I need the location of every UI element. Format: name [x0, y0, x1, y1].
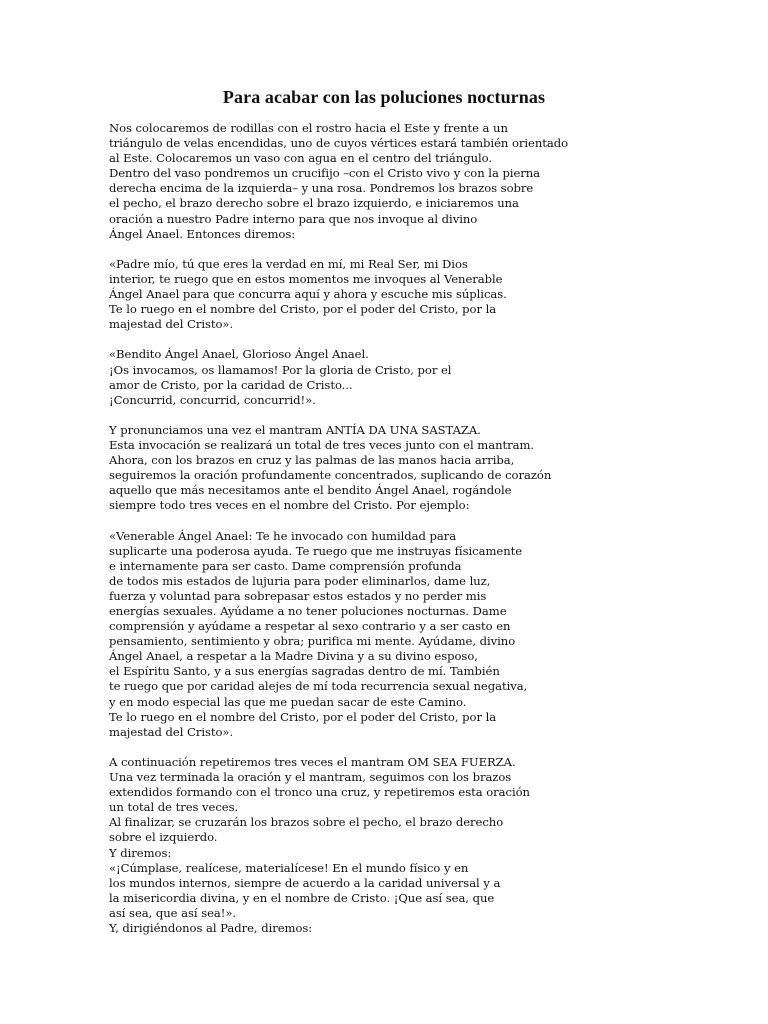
text-line: el pecho, el brazo derecho sobre el brazo izquierdo, e iniciaremos una [109, 196, 519, 211]
paragraph [109, 423, 669, 514]
text-line: Te lo ruego en el nombre del Cristo, por el poder del Cristo, por la [109, 709, 497, 724]
text-line: amor de Cristo, por la caridad de Cristo... [109, 377, 353, 392]
text-line: triángulo de velas encendidas, uno de cuyos vértices estará también orientado [109, 136, 569, 151]
text-line: interior, te ruego que en estos momentos me invoques al Venerable [109, 271, 503, 286]
text-line: Y diremos: [109, 845, 172, 860]
text-line: Y, dirigiéndonos al Padre, diremos: [109, 920, 313, 935]
text-line: Te lo ruego en el nombre del Cristo, por el poder del Cristo, por la [109, 302, 497, 317]
text-line: «Venerable Ángel Anael: Te he invocado con humildad para [109, 528, 457, 543]
text-line: «Padre mío, tú que eres la verdad en mí, mi Real Ser, mi Dios [109, 256, 468, 271]
text-line: sobre el izquierdo. [109, 830, 218, 845]
text-line: te ruego que por caridad alejes de mí toda recurrencia sexual negativa, [109, 679, 528, 694]
text-line: Nos colocaremos de rodillas con el rostro hacia el Este y frente a un [109, 121, 508, 135]
paragraph [109, 257, 669, 332]
text-line: un total de tres veces. [109, 800, 239, 815]
text-line: Ángel Anael. Entonces diremos: [109, 226, 296, 241]
text-line: Ángel Anael para que concurra aquí y ahora y escuche mis súplicas. [109, 287, 507, 302]
text-line: pensamiento, sentimiento y obra; purifica mi mente. Ayúdame, divino [109, 634, 516, 649]
text-line: el Espíritu Santo, y a sus energías sagradas dentro de mí. También [109, 664, 500, 679]
text-line: Dentro del vaso pondremos un crucifijo –con el Cristo vivo y con la pierna [109, 166, 541, 181]
text-line: Al finalizar, se cruzarán los brazos sobre el pecho, el brazo derecho [109, 815, 504, 830]
text-line: Una vez terminada la oración y el mantram, seguimos con los brazos [109, 770, 512, 785]
text-line: Y pronunciamos una vez el mantram ANTÍA DA UNA SASTAZA. [109, 422, 481, 437]
text-line: fuerza y voluntad para sobrepasar estos estados y no perder mis [109, 588, 487, 603]
document-title: Para acabar con las poluciones nocturnas [222, 87, 546, 107]
text-line: Esta invocación se realizará un total de tres veces junto con el mantram. [109, 437, 535, 452]
text-line: extendidos formando con el tronco una cruz, y repetiremos esta oración [109, 785, 530, 800]
paragraph [109, 755, 669, 936]
text-line: oración a nuestro Padre interno para que nos invoque al divino [109, 211, 478, 226]
text-line: majestad del Cristo». [109, 317, 234, 332]
text-line: la misericordia divina, y en el nombre de Cristo. ¡Que así sea, que [109, 890, 495, 905]
text-line: comprensión y ayúdame a respetar al sexo contrario y a ser casto en [109, 619, 511, 634]
text-line: aquello que más necesitamos ante el bendito Ángel Anael, rogándole [109, 483, 512, 498]
document-body [109, 121, 669, 936]
text-line: Ahora, con los brazos en cruz y las palmas de las manos hacia arriba, [109, 453, 515, 468]
text-line: «¡Cúmplase, realícese, materialícese! En el mundo físico y en [109, 860, 469, 875]
text-line: siempre todo tres veces en el nombre del Cristo. Por ejemplo: [109, 498, 470, 513]
paragraph [109, 529, 669, 740]
text-line: los mundos internos, siempre de acuerdo a la caridad universal y a [109, 875, 501, 890]
text-line: ¡Os invocamos, os llamamos! Por la gloria de Cristo, por el [109, 362, 452, 377]
paragraph [109, 121, 669, 242]
text-line: e internamente para ser casto. Dame comprensión profunda [109, 558, 462, 573]
text-line: y en modo especial las que me puedan sacar de este Camino. [109, 694, 467, 709]
text-line: Ángel Anael, a respetar a la Madre Divina y a su divino esposo, [109, 649, 478, 664]
text-line: A continuación repetiremos tres veces el mantram OM SEA FUERZA. [109, 754, 516, 769]
text-line: majestad del Cristo». [109, 724, 234, 739]
text-line: así sea, que así sea!». [109, 905, 237, 920]
text-line: de todos mis estados de lujuria para poder eliminarlos, dame luz, [109, 573, 491, 588]
text-line: seguiremos la oración profundamente concentrados, suplicando de corazón [109, 468, 552, 483]
text-line: energías sexuales. Ayúdame a no tener poluciones nocturnas. Dame [109, 604, 507, 618]
text-line: al Este. Colocaremos un vaso con agua en el centro del triángulo. [109, 151, 493, 166]
text-line: suplicarte una poderosa ayuda. Te ruego que me instruyas físicamente [109, 543, 523, 558]
text-line: ¡Concurrid, concurrid, concurrid!». [109, 392, 316, 407]
text-line: derecha encima de la izquierda– y una rosa. Pondremos los brazos sobre [109, 181, 534, 196]
paragraph [109, 347, 669, 407]
text-line: «Bendito Ángel Anael, Glorioso Ángel Anael. [109, 347, 369, 362]
